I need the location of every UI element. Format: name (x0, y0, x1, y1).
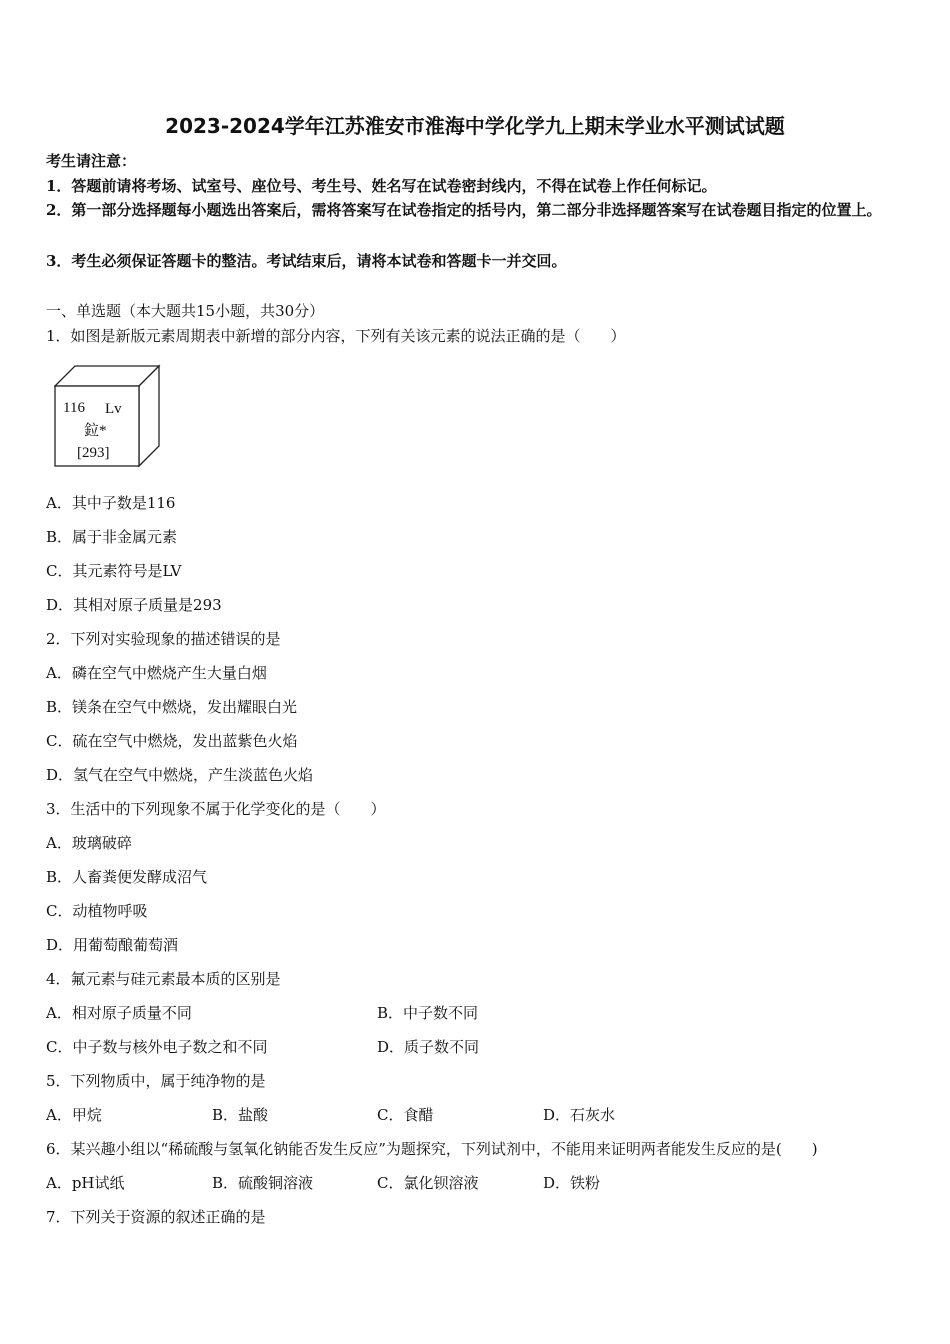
question-6-option-c: C．氯化钡溶液 (377, 1174, 479, 1192)
question-4-option-d: D．质子数不同 (377, 1038, 480, 1056)
question-4-option-a: A．相对原子质量不同 (46, 1004, 192, 1022)
question-4-stem: 4．氟元素与硅元素最本质的区别是 (46, 970, 281, 988)
element-symbol: Lv (105, 401, 122, 417)
question-5-option-c: C．食醋 (377, 1106, 434, 1124)
question-1-option-a: A．其中子数是116 (46, 494, 176, 512)
section-heading: 一、单选题（本大题共15小题，共30分） (46, 302, 325, 320)
element-mass: [293] (77, 445, 110, 461)
page-title: 2023-2024学年江苏淮安市淮海中学化学九上期末学业水平测试试题 (165, 114, 785, 138)
question-3-stem: 3．生活中的下列现象不属于化学变化的是（ ） (46, 800, 386, 818)
question-5-option-a: A．甲烷 (46, 1106, 102, 1124)
question-4-option-c: C．中子数与核外电子数之和不同 (46, 1038, 268, 1056)
question-1-option-c: C．其元素符号是LV (46, 562, 182, 580)
notice-heading: 考生请注意： (46, 152, 137, 170)
question-6-stem: 6．某兴趣小组以“稀硫酸与氢氧化钠能否发生反应”为题探究，下列试剂中，不能用来证明两者能发生反应的是( ) (46, 1140, 818, 1158)
element-card-figure (54, 362, 162, 468)
question-5-option-b: B．盐酸 (212, 1106, 269, 1124)
element-name: 鉝* (84, 423, 107, 439)
question-7-stem: 7．下列关于资源的叙述正确的是 (46, 1208, 266, 1226)
question-5-stem: 5．下列物质中，属于纯净物的是 (46, 1072, 266, 1090)
question-2-option-b: B．镁条在空气中燃烧，发出耀眼白光 (46, 698, 298, 716)
question-2-stem: 2．下列对实验现象的描述错误的是 (46, 630, 281, 648)
question-6-option-a: A．pH试纸 (46, 1174, 125, 1192)
question-3-option-b: B．人畜粪便发酵成沼气 (46, 868, 208, 886)
notice-item-2: 2．第一部分选择题每小题选出答案后，需将答案写在试卷指定的括号内，第二部分非选择题答案写在试卷题目指定的位置上。 (46, 201, 882, 219)
element-atomic-number: 116 (63, 400, 85, 416)
question-4-option-b: B．中子数不同 (377, 1004, 479, 1022)
question-6-option-b: B．硫酸铜溶液 (212, 1174, 314, 1192)
question-1-option-d: D．其相对原子质量是293 (46, 596, 222, 614)
question-1-option-b: B．属于非金属元素 (46, 528, 178, 546)
question-5-option-d: D．石灰水 (543, 1106, 616, 1124)
question-2-option-c: C．硫在空气中燃烧，发出蓝紫色火焰 (46, 732, 298, 750)
notice-item-1: 1．答题前请将考场、试室号、座位号、考生号、姓名写在试卷密封线内，不得在试卷上作任何标记。 (46, 177, 717, 195)
notice-item-3: 3．考生必须保证答题卡的整洁。考试结束后，请将本试卷和答题卡一并交回。 (46, 252, 567, 270)
question-3-option-a: A．玻璃破碎 (46, 834, 132, 852)
question-2-option-d: D．氢气在空气中燃烧，产生淡蓝色火焰 (46, 766, 314, 784)
question-3-option-d: D．用葡萄酿葡萄酒 (46, 936, 179, 954)
question-2-option-a: A．磷在空气中燃烧产生大量白烟 (46, 664, 267, 682)
question-3-option-c: C．动植物呼吸 (46, 902, 148, 920)
question-6-option-d: D．铁粉 (543, 1174, 601, 1192)
question-1-stem: 1．如图是新版元素周期表中新增的部分内容，下列有关该元素的说法正确的是（ ） (46, 327, 626, 345)
